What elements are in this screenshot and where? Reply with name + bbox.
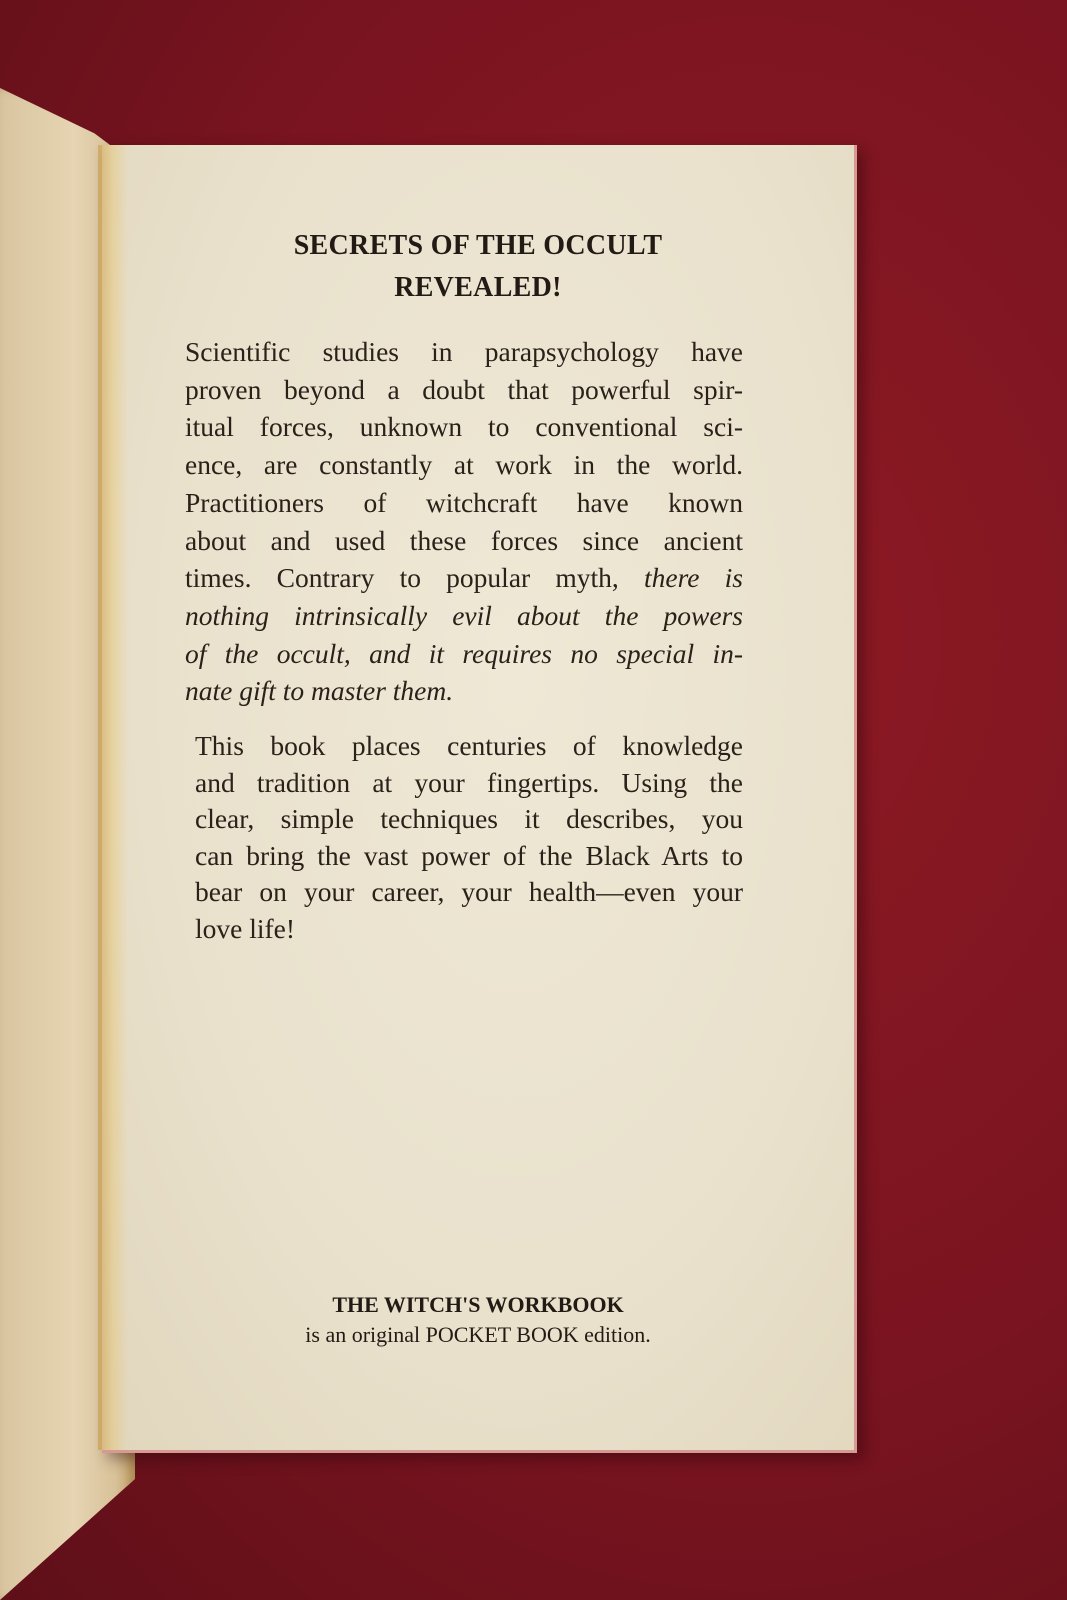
paragraph-2-line: clear, simple techniques it describes, you xyxy=(195,803,743,834)
paragraph-1-line: itual forces, unknown to conventional sci- xyxy=(185,411,743,443)
edition-text: is an original POCKET BOOK edition. xyxy=(305,1322,651,1347)
paragraph-1-italic-line: nothing intrinsically evil about the powers xyxy=(185,599,743,631)
heading-line-1: SECRETS OF THE OCCULT xyxy=(293,230,663,261)
paragraph-2-line: This book places centuries of knowledge xyxy=(195,730,743,761)
book-title: THE WITCH'S WORKBOOK xyxy=(332,1292,624,1317)
book-page xyxy=(102,145,857,1453)
paragraph-1-line: Scientific studies in parapsychology have xyxy=(185,336,743,367)
page-heading xyxy=(102,225,854,309)
paragraph-1 xyxy=(185,333,743,710)
paragraph-1-line: Practitioners of witchcraft have known xyxy=(185,486,743,518)
paragraph-1-plain-text: times. Contrary to popular myth, xyxy=(185,562,644,594)
paragraph-1-line: about and used these forces since ancient xyxy=(185,524,743,556)
heading-line-2: REVEALED! xyxy=(394,272,562,303)
paragraph-2 xyxy=(195,728,743,947)
paragraph-1-line: ence, are constantly at work in the world. xyxy=(185,449,743,481)
paragraph-2-line: and tradition at your fingertips. Using the xyxy=(195,766,743,798)
paragraph-2-line: bear on your career, your health—even your xyxy=(195,876,743,907)
page-gutter-shadow xyxy=(98,145,128,1450)
paragraph-1-line-mixed xyxy=(185,559,743,597)
paragraph-1-italic-text: there is xyxy=(643,562,744,594)
paragraph-1-line: proven beyond a doubt that powerful spir- xyxy=(185,373,743,405)
paragraph-1-italic-line: nate gift to master them. xyxy=(185,675,454,707)
edition-note xyxy=(102,1290,854,1350)
paragraph-2-line: love life! xyxy=(195,912,296,944)
paragraph-2-line: can bring the vast power of the Black Arts to xyxy=(195,839,743,871)
paragraph-1-italic-line: of the occult, and it requires no special in- xyxy=(185,637,743,669)
